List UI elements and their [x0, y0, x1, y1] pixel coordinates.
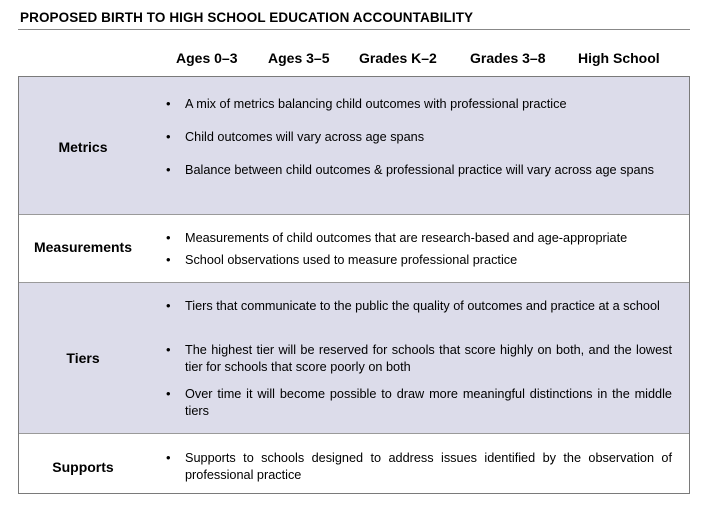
measurements-item-2: School observations used to measure professional practice — [185, 253, 518, 267]
metrics-item-1: A mix of metrics balancing child outcomes with professional practice — [185, 97, 567, 111]
bullet-icon: • — [166, 386, 171, 401]
bullet-icon: • — [166, 129, 171, 144]
bullet-icon: • — [166, 96, 171, 111]
column-header-high-school: High School — [578, 50, 660, 66]
row-label-metrics: Metrics — [58, 139, 108, 155]
bullet-icon: • — [166, 230, 171, 245]
tiers-item-3: Over time it will become possible to draw more meaningful distinctions in the middle tiers — [185, 387, 672, 418]
metrics-item-3: Balance between child outcomes & professional practice will vary across age spans — [185, 163, 654, 177]
bullet-icon: • — [166, 342, 171, 357]
tiers-item-2: The highest tier will be reserved for schools that score highly on both, and the lowest tier for schools that score poorly on both — [185, 343, 672, 374]
measurements-item-1: Measurements of child outcomes that are research-based and age-appropriate — [185, 231, 628, 245]
bullet-icon: • — [166, 450, 171, 465]
title-divider — [18, 29, 690, 30]
table-row-measurements — [19, 215, 689, 282]
column-header-grades-k-2: Grades K–2 — [359, 50, 437, 66]
column-header-ages-0-3: Ages 0–3 — [176, 50, 238, 66]
column-header-grades-3-8: Grades 3–8 — [470, 50, 546, 66]
bullet-icon: • — [166, 162, 171, 177]
row-label-supports: Supports — [52, 459, 114, 475]
tiers-item-1: Tiers that communicate to the public the quality of outcomes and practice at a school — [185, 299, 660, 313]
bullet-icon: • — [166, 298, 171, 313]
bullet-icon: • — [166, 252, 171, 267]
row-label-measurements: Measurements — [33, 239, 133, 255]
metrics-item-2: Child outcomes will vary across age spans — [185, 130, 425, 144]
table-row-supports — [19, 434, 689, 493]
supports-item-1: Supports to schools designed to address issues identified by the observation of professional practice — [185, 451, 672, 482]
accountability-table — [18, 76, 690, 494]
row-label-tiers: Tiers — [66, 350, 100, 366]
page-title: PROPOSED BIRTH TO HIGH SCHOOL EDUCATION ACCOUNTABILITY — [20, 10, 474, 25]
table-row-metrics — [19, 77, 689, 214]
column-header-ages-3-5: Ages 3–5 — [268, 50, 330, 66]
table-row-tiers — [19, 283, 689, 433]
